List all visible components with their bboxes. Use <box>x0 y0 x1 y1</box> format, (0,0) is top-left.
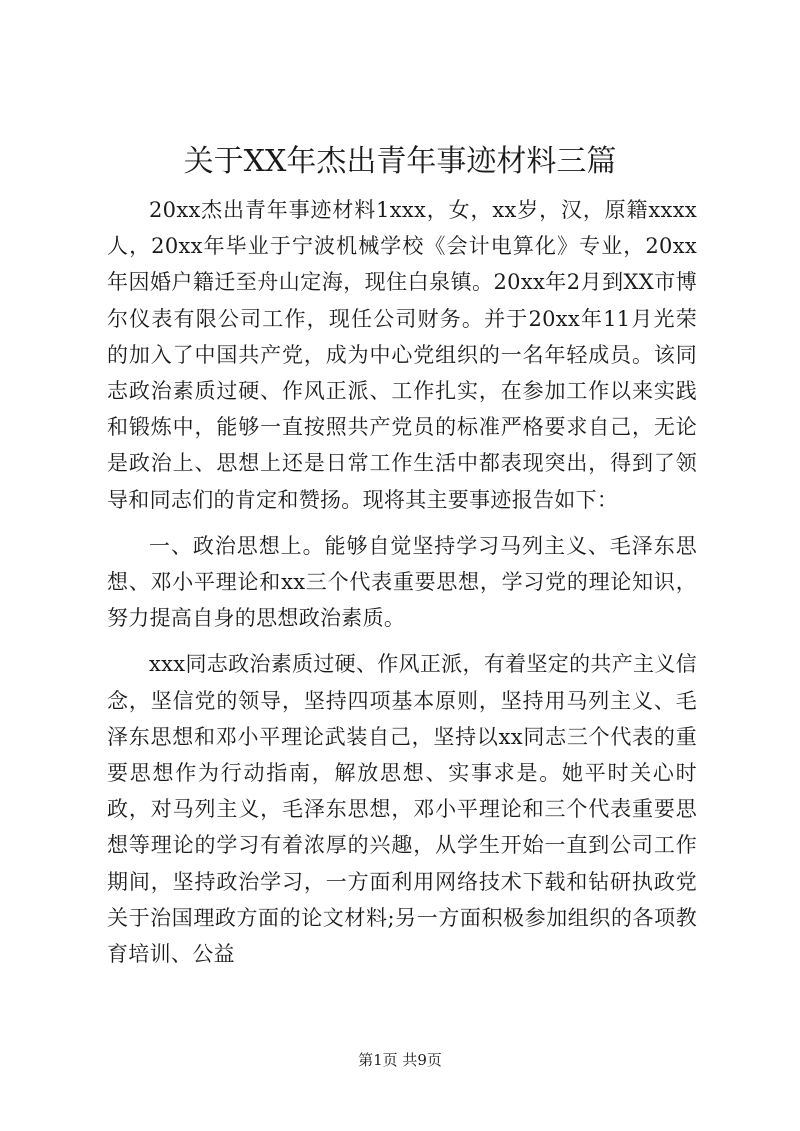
page-footer: 第1页 共9页 <box>358 1051 442 1069</box>
document-body <box>107 192 697 972</box>
document-title: 关于XX年杰出青年事迹材料三篇 <box>183 144 617 179</box>
paragraph-intro: 20xx杰出青年事迹材料1xxx，女，xx岁，汉，原籍xxxx人，20xx年毕业于宁波机械学校《会计电算化》专业，20xx年因婚户籍迁至舟山定海，现住白泉镇。20xx年2月到XX市博尔仪表有限公司工作，现任公司财务。并于20xx年11月光荣的加入了中国共产党，成为中心党组织的一名年轻成员。该同志政治素质过硬、作风正派、工作扎实，在参加工作以来实践和锻炼中，能够一直按照共产党员的标准严格要求自己，无论是政治上、思想上还是日常工作生活中都表现突出，得到了领导和同志们的肯定和赞扬。现将其主要事迹报告如下： <box>107 198 697 512</box>
paragraph-political-quality: xxx同志政治素质过硬、作风正派，有着坚定的共产主义信念，坚信党的领导，坚持四项基本原则，坚持用马列主义、毛泽东思想和邓小平理论武装自己，坚持以xx同志三个代表的重要思想作为行动指南，解放思想、实事求是。她平时关心时政，对马列主义，毛泽东思想，邓小平理论和三个代表重要思想等理论的学习有着浓厚的兴趣，从学生开始一直到公司工作期间，坚持政治学习，一方面利用网络技术下载和钻研执政党关于治国理政方面的论文材料;另一方面积极参加组织的各项教育培训、公益 <box>107 652 697 967</box>
paragraph-political-thought: 一、政治思想上。能够自觉坚持学习马列主义、毛泽东思想、邓小平理论和xx三个代表重要思想，学习党的理论知识，努力提高自身的思想政治素质。 <box>107 533 697 631</box>
